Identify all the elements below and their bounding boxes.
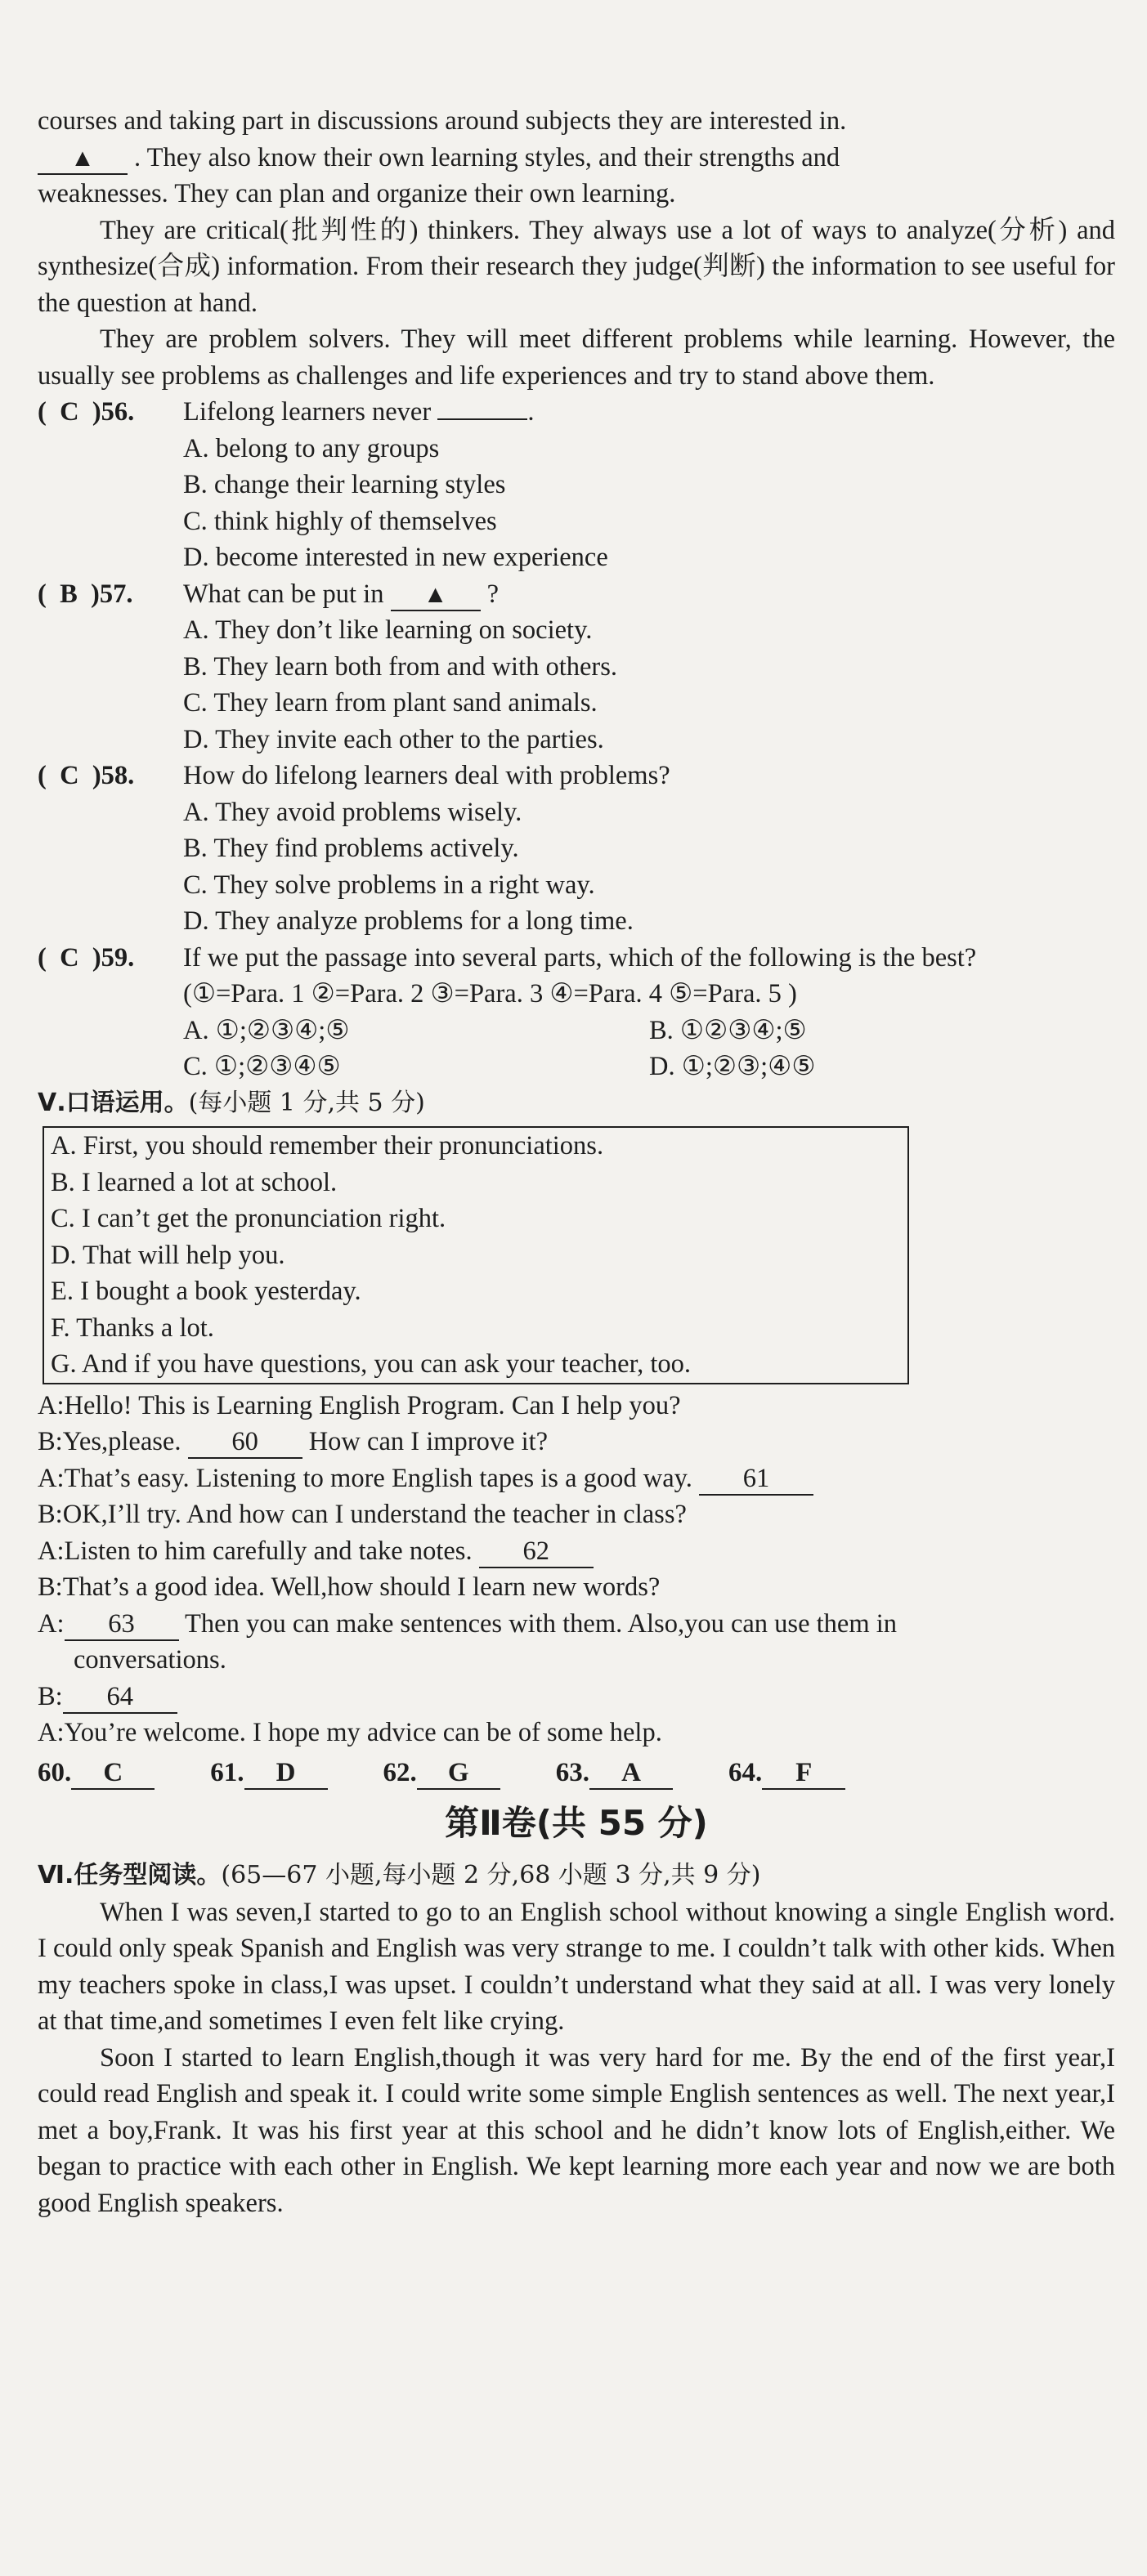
question-stem: What can be put in ▲ ? (183, 576, 1115, 613)
option: B. They find problems actively. (183, 834, 519, 863)
option: B. ①②③④;⑤ (649, 1015, 807, 1045)
option: B. They learn both from and with others. (183, 651, 618, 682)
part-2-title: 第Ⅱ卷(共 55 分) (445, 1803, 708, 1843)
option: C. They learn from plant sand animals. (183, 688, 598, 718)
option: A. They avoid problems wisely. (183, 797, 522, 827)
dialog-line: B:Yes,please. 60 How can I improve it? (38, 1424, 1115, 1460)
blank-64: 64 (63, 1681, 177, 1714)
option: C. think highly of themselves (183, 506, 497, 536)
option: A. ①;②③④;⑤ (183, 1015, 350, 1045)
answer-63: 63. A (556, 1755, 673, 1791)
option: A. belong to any groups (183, 433, 440, 463)
blank-61: 61 (699, 1463, 813, 1496)
paragraph: When I was seven,I started to go to an English school without knowing a single English word. I could only speak Spanish and English was very strange to me. I couldn’t talk with other kids. When my teachers spoke in class,I was upset. I couldn’t understand what they said at all. I was very lonely at that time,and sometimes I even felt like crying. (38, 1897, 1115, 2036)
choice: A. First, you should remember their pronunciations. (51, 1131, 604, 1161)
choice: D. That will help you. (51, 1240, 285, 1270)
answer-mark: ( C )58. (38, 761, 135, 790)
answer-row (38, 1755, 1115, 1791)
dialog-line: A: 63 Then you can make sentences with them. Also,you can use them in (38, 1606, 1115, 1643)
blank-63: 63 (65, 1608, 179, 1641)
option-row (183, 1013, 1115, 1049)
choice: B. I learned a lot at school. (51, 1167, 338, 1197)
triangle-blank (391, 579, 481, 611)
answer-64: 64. F (728, 1755, 845, 1791)
choices-box (43, 1126, 909, 1384)
triangle-icon: ▲ (70, 144, 95, 172)
answer-mark: ( C )56. (38, 397, 135, 427)
option-row (183, 1049, 1115, 1085)
blank-60: 60 (188, 1426, 302, 1459)
section-5-title: Ⅴ.口语运用。(每小题 1 分,共 5 分) (38, 1088, 425, 1117)
question-59 (38, 940, 1115, 977)
option: D. They invite each other to the parties. (183, 724, 604, 754)
dialog-line: B:That’s a good idea. Well,how should I learn new words? (38, 1572, 661, 1602)
option: C. They solve problems in a right way. (183, 870, 595, 900)
answer-62: 62. G (383, 1755, 500, 1791)
triangle-icon: ▲ (423, 580, 448, 608)
choice: E. I bought a book yesterday. (51, 1277, 361, 1306)
option: C. ①;②③④⑤ (183, 1052, 341, 1081)
dialog-line: conversations. (74, 1645, 226, 1675)
dialog-line: B:OK,I’ll try. And how can I understand the teacher in class? (38, 1500, 687, 1529)
question-57 (38, 576, 1115, 613)
dialog-line: B: 64 (38, 1679, 1115, 1715)
option: A. They don’t like learning on society. (183, 615, 593, 645)
text-line: courses and taking part in discussions around subjects they are interested in. (38, 106, 847, 136)
question-stem: Lifelong learners never . (183, 397, 535, 427)
paragraph-critical: They are critical(批判性的) thinkers. They always use a lot of ways to analyze(分析) and synthesize(合成) information. From their research they judge(判断) the information to see useful for the question at hand. (38, 215, 1115, 318)
answer-mark: ( B )57. (38, 579, 133, 609)
question-56 (38, 394, 1115, 431)
para-legend: (①=Para. 1 ②=Para. 2 ③=Para. 3 ④=Para. 4 ⑤=Para. 5 ) (183, 979, 797, 1008)
dialog-line: A:You’re welcome. I hope my advice can be of some help. (38, 1718, 662, 1747)
answer-blank (437, 418, 527, 420)
triangle-blank (38, 143, 128, 175)
paragraph: Soon I started to learn English,though it was very hard for me. By the end of the first year,I could read English and speak it. I could write some simple English sentences as well. The next year,I met a boy,Frank. It was his first year at this school and he didn’t know lots of English,either. We began to practice with each other in English. We kept learning more each year and now we are both good English speakers. (38, 2042, 1115, 2218)
answer-60: 60. C (38, 1755, 155, 1791)
paragraph-solvers: They are problem solvers. They will meet different problems while learning. However, the usually see problems as challenges and life experiences and try to stand above them. (38, 324, 1115, 391)
option: D. They analyze problems for a long time. (183, 906, 634, 936)
choice: G. And if you have questions, you can ask your teacher, too. (51, 1349, 692, 1379)
question-stem: How do lifelong learners deal with problems? (183, 761, 670, 790)
section-6-title: Ⅵ.任务型阅读。(65—67 小题,每小题 2 分,68 小题 3 分,共 9 分) (38, 1861, 761, 1890)
dialog-line: A:That’s easy. Listening to more English tapes is a good way. 61 (38, 1460, 1115, 1497)
choice: C. I can’t get the pronunciation right. (51, 1204, 446, 1233)
text-line: weaknesses. They can plan and organize their own learning. (38, 179, 676, 208)
option: D. become interested in new experience (183, 543, 608, 572)
question-58 (38, 758, 1115, 794)
text-line: ▲ . They also know their own learning styles, and their strengths and (38, 140, 1115, 177)
blank-62: 62 (479, 1536, 594, 1568)
answer-61: 61. D (210, 1755, 327, 1791)
dialog-line: A:Hello! This is Learning English Program. Can I help you? (38, 1390, 681, 1420)
dialog-line: A:Listen to him carefully and take notes. 62 (38, 1533, 1115, 1570)
question-stem: If we put the passage into several parts, which of the following is the best? (183, 942, 977, 973)
option: D. ①;②③;④⑤ (649, 1052, 816, 1081)
option: B. change their learning styles (183, 470, 506, 499)
content (38, 103, 1115, 2221)
choice: F. Thanks a lot. (51, 1313, 214, 1343)
answer-mark: ( C )59. (38, 942, 135, 973)
